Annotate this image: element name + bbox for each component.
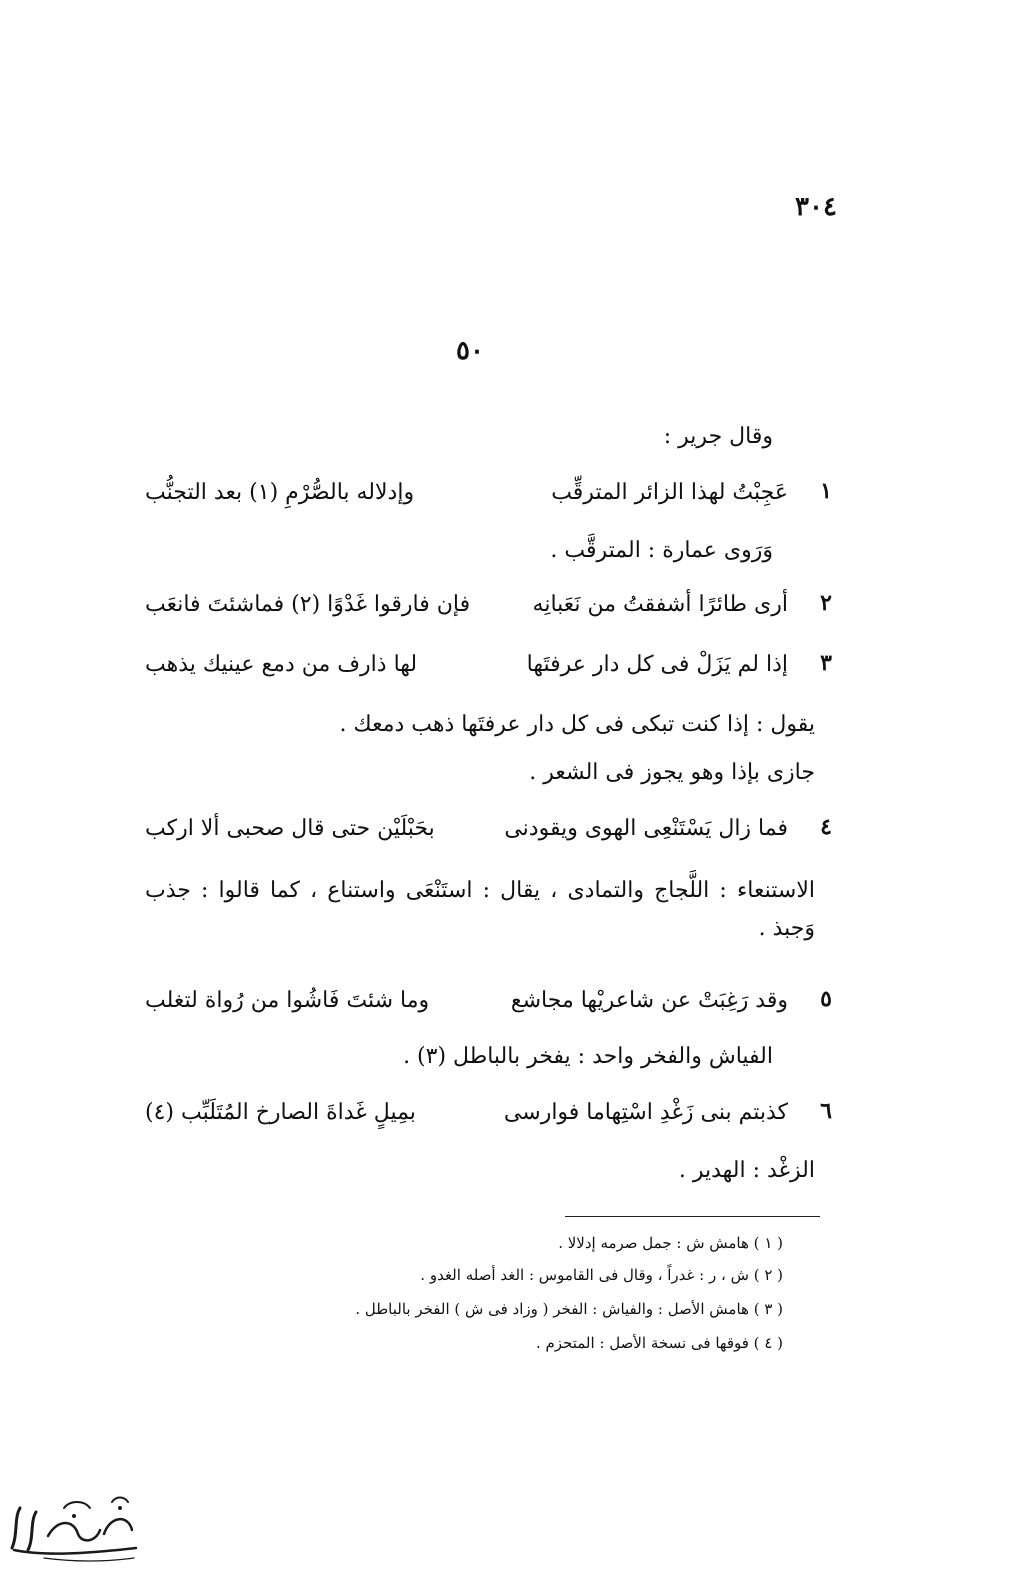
verse-commentary: جازى بإذا وهو يجوز فى الشعر .	[529, 760, 815, 785]
footnote: ( ٢ ) ش ، ر : غدراً ، وقال فى القاموس : الغد أصله الغدو .	[420, 1266, 783, 1284]
calligraphy-stamp-logo	[4, 1478, 144, 1564]
verse-second-hemistich: وإدلاله بالصُّرْمِ (١) بعد التجنُّب	[145, 480, 415, 505]
verse-second-hemistich: وما شئتَ فَاشُوا من رُواة لتغلب	[145, 988, 430, 1013]
verse-commentary: الفياش والفخر واحد : يفخر بالباطل (٣) .	[403, 1044, 773, 1069]
footnote: ( ٤ ) فوقها فى نسخة الأصل : المتحزم .	[535, 1334, 783, 1352]
verse-second-hemistich: بمِيلٍ غَداةَ الصارخ المُتَلَبِّب (٤)	[145, 1100, 416, 1125]
verse-commentary: الزغْد : الهدير .	[678, 1158, 815, 1183]
poem-number: ٥٠	[456, 336, 484, 366]
verse-number: ٦	[820, 1098, 832, 1124]
verse-number: ١	[820, 478, 832, 504]
verse-number: ٢	[820, 590, 832, 616]
verse-first-hemistich: كذبتم بنى زَغْدِ اسْتِهاما فوارسى	[503, 1100, 788, 1125]
verse-first-hemistich: أرى طائرًا أشفقتُ من نَعَبانِه	[532, 592, 788, 617]
verse-number: ٥	[820, 986, 832, 1012]
verse-first-hemistich: عَجِبْتُ لهذا الزائر المترقِّب	[551, 480, 788, 505]
verse-second-hemistich: فإن فارقوا غَدْوًا (٢) فماشئتَ فانعَب	[145, 592, 471, 617]
page-number: ٣٠٤	[795, 192, 837, 222]
footnote: ( ٣ ) هامش الأصل : والفياش : الفخر ( وزاد فى ش ) الفخر بالباطل .	[355, 1300, 783, 1318]
verse-first-hemistich: فما زال يَسْتَنْعِى الهوى ويقودنى	[504, 816, 788, 841]
verse-commentary: وَرَوى عمارة : المترقَّب .	[550, 538, 773, 563]
verse-first-hemistich: وقد رَغِبَتْ عن شاعريْها مجاشع	[510, 988, 788, 1013]
footnote-divider	[565, 1216, 820, 1217]
verse-second-hemistich: لها ذارف من دمع عينيك يذهب	[145, 652, 418, 677]
verse-commentary: الاستنعاء : اللَّجاج والتمادى ، يقال : استَنْعَى واستناع ، كما قالوا : جذب وَجبذ .	[145, 878, 815, 941]
verse-number: ٤	[820, 814, 832, 840]
intro-line: وقال جرير :	[663, 424, 773, 449]
verse-second-hemistich: بحَبْلَيْن حتى قال صحبى ألا اركب	[145, 816, 435, 841]
footnote: ( ١ ) هامش ش : جمل صرمه إدلالا .	[558, 1234, 783, 1252]
verse-first-hemistich: إذا لم يَزَلْ فى كل دار عرفتَها	[526, 652, 788, 677]
verse-number: ٣	[820, 650, 832, 676]
verse-commentary: يقول : إذا كنت تبكى فى كل دار عرفتَها ذهب دمعك .	[339, 712, 815, 737]
